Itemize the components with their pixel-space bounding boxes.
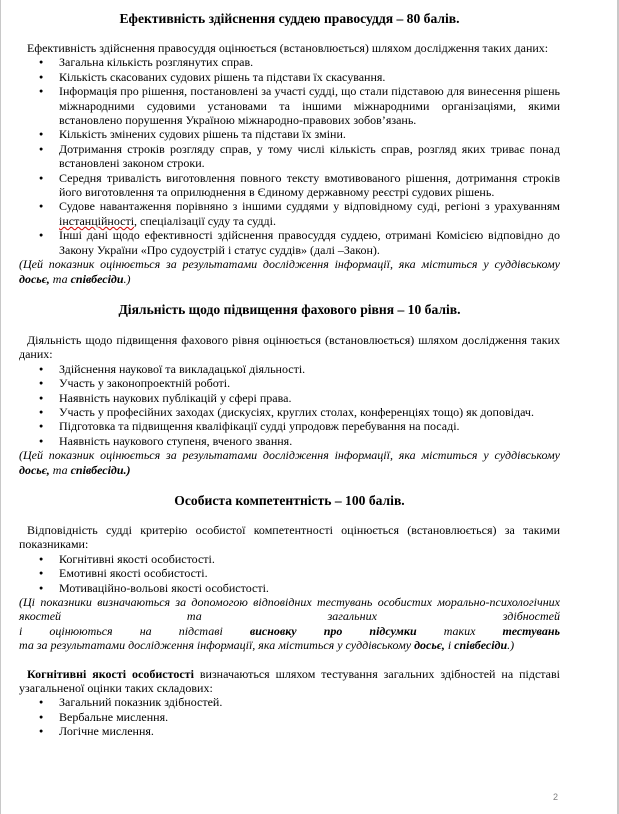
section-intro-professional-level: Діяльність щодо підвищення фахового рівня оцінюється (встановлюється) шляхом дослідження таких даних: xyxy=(19,332,560,362)
list-item-text: Судове навантаження порівняно з іншими суддями у відповідному суді, регіоні з урахуванням xyxy=(59,199,560,214)
cognitive-qualities-list xyxy=(19,695,560,738)
list-item: ● Наявність наукового ступеня, вченого звання. xyxy=(59,434,560,448)
list-item: ● Підготовка та підвищення кваліфікації судді упродовж перебування на посаді. xyxy=(59,419,560,433)
list-item-tail: , спеціалізації суду та судді. xyxy=(134,213,276,228)
list-item: ● Інші дані щодо ефективності здійснення правосуддя суддею, отримані Комісією відповідно до Закону України «Про судоустрій і статус суддів» (далі –Закон). xyxy=(59,228,560,257)
page-frame-left xyxy=(0,0,1,814)
note-text: і оцінюються на підставі xyxy=(19,623,250,638)
document-page xyxy=(19,10,560,739)
note-suffix: .) xyxy=(123,271,131,286)
note-and: та xyxy=(49,462,71,477)
list-item: ● Наявність наукових публікацій у сфері права. xyxy=(59,391,560,405)
list-item xyxy=(59,199,560,228)
section-note-personal-competence-line2 xyxy=(19,624,560,638)
note-testing: тестувань xyxy=(502,623,560,638)
section-intro-personal-competence: Відповідність судді критерію особистої компетентності оцінюється (встановлюється) за такими показниками: xyxy=(19,522,560,552)
professional-level-list xyxy=(19,362,560,448)
note-dossier: досьє, xyxy=(414,638,445,653)
misspelled-word: інстанційності xyxy=(59,213,135,228)
list-item: ● Дотримання строків розгляду справ, у тому числі кількість справ, розгляд яких триває понад встановлені законом строки. xyxy=(59,142,560,171)
section-heading-efficiency: Ефективність здійснення суддею правосуддя – 80 балів. xyxy=(119,11,460,26)
list-item: ● Участь у законопроектній роботі. xyxy=(59,376,560,390)
list-item: ● Інформація про рішення, постановлені за участі судді, що стали підставою для винесення рішень міжнародними судовими установами та іншими міжнародними організаціями, якими встановлено порушення Україною міжнародно-правових зобов’язань. xyxy=(59,84,560,127)
efficiency-criteria-list xyxy=(19,55,560,257)
section-heading-professional-level: Діяльність щодо підвищення фахового рівня – 10 балів. xyxy=(118,301,461,317)
list-item: ● Загальна кількість розглянутих справ. xyxy=(59,55,560,69)
section-note-personal-competence-line3 xyxy=(19,638,560,652)
list-item: ● Кількість скасованих судових рішень та підстави їх скасування. xyxy=(59,70,560,84)
list-item: ● Вербальне мислення. xyxy=(59,710,560,724)
list-item: ● Середня тривалість виготовлення повного тексту вмотивованого рішення, дотримання строків його виготовлення та оприлюднення в Єдиному державному реєстрі судових рішень. xyxy=(59,171,560,200)
section-intro-efficiency: Ефективність здійснення правосуддя оцінюється (встановлюється) шляхом дослідження таких даних: xyxy=(27,41,549,55)
list-item: ● Здійснення наукової та викладацької діяльності. xyxy=(59,362,560,376)
page-number: 2 xyxy=(553,792,559,802)
note-text: і xyxy=(444,638,455,653)
note-interview: співбесіди.) xyxy=(70,462,131,477)
note-interview: співбесіди xyxy=(70,271,124,286)
note-text: та за результатами дослідження інформації, яка міститься у суддівському xyxy=(19,638,415,653)
note-text: таких xyxy=(416,623,503,638)
list-item: ● Участь у професійних заходах (дискусіях, круглих столах, конференціях тощо) як доповідач. xyxy=(59,405,560,419)
list-item: ● Мотиваційно-вольові якості особистості. xyxy=(59,581,560,595)
section-note-personal-competence: (Ці показники визначаються за допомогою відповідних тестувань особистих морально-психологічних якостей та загальних здібностей xyxy=(19,595,560,624)
personal-competence-list xyxy=(19,552,560,595)
note-dossier: досьє, xyxy=(19,462,50,477)
cognitive-qualities-paragraph xyxy=(19,667,560,696)
note-interview: співбесіди xyxy=(454,638,508,653)
list-item: ● Емотивні якості особистості. xyxy=(59,566,560,580)
cognitive-qualities-description: визначаються шляхом тестування загальних здібностей на підставі узагальненої оцінки таких складових: xyxy=(19,666,560,696)
section-heading-personal-competence: Особиста компетентність – 100 балів. xyxy=(174,492,405,508)
list-item: ● Кількість змінених судових рішень та підстави їх зміни. xyxy=(59,127,560,141)
section-note-professional-level xyxy=(19,448,560,477)
note-text: (Цей показник оцінюється за результатами дослідження інформації, яка міститься у суддівському xyxy=(19,257,560,272)
list-item: ● Логічне мислення. xyxy=(59,724,560,738)
list-item: ● Когнітивні якості особистості. xyxy=(59,552,560,566)
cognitive-qualities-term: Когнітивні якості особистості xyxy=(27,666,194,681)
note-conclusion: висновку про підсумки xyxy=(249,623,417,638)
note-suffix: .) xyxy=(507,638,515,653)
note-dossier: досьє, xyxy=(19,271,50,286)
section-note-efficiency xyxy=(19,257,560,286)
note-text: (Цей показник оцінюється за результатами дослідження інформації, яка міститься у суддівському xyxy=(19,448,560,463)
list-item: ● Загальний показник здібностей. xyxy=(59,695,560,709)
note-and: та xyxy=(49,271,71,286)
